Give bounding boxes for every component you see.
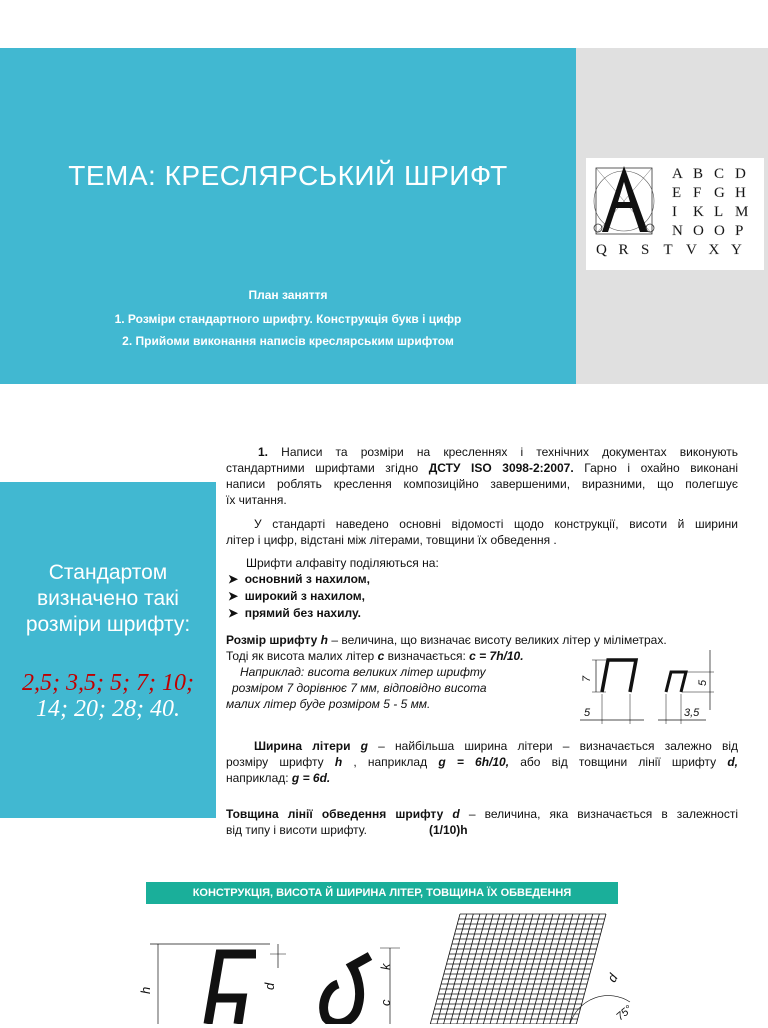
- alphabet-letter: N: [672, 223, 683, 239]
- construction-svg: [130, 906, 650, 1024]
- p1-text-a: Написи та розміри на кресленнях і технічних документах виконують: [268, 445, 738, 459]
- alphabet-letter: M: [735, 204, 749, 220]
- alphabet-letter: S: [641, 242, 650, 258]
- tovsh-label: Товщина лінії обведення шрифту: [226, 807, 453, 821]
- alphabet-image: [586, 158, 764, 270]
- construction-drawing: [130, 906, 650, 1024]
- alphabet-letter: B: [693, 166, 704, 182]
- tody-b: визначається:: [384, 649, 470, 663]
- alphabet-letter: C: [714, 166, 725, 182]
- p1-text-c: Гарно і охайно виконані: [573, 461, 738, 475]
- example-line-1: Наприклад: висота великих літер шрифту: [240, 665, 486, 679]
- alphabet-letter: O: [714, 223, 725, 239]
- dim-5-bottom: 5: [584, 707, 591, 719]
- sizes-red: 2,5; 3,5; 5; 7; 10;: [22, 670, 194, 696]
- paragraph-3: Шрифти алфавіту поділяються на:: [246, 556, 439, 570]
- plan-title: План заняття: [248, 288, 328, 302]
- bullet-1: ➤ основний з нахилом,: [228, 572, 370, 586]
- sizes-white: 14; 20; 28; 40.: [36, 696, 180, 722]
- tovsh-d: d: [452, 807, 460, 821]
- shyryna-f2: g = 6d.: [291, 771, 331, 785]
- shyryna-c: , наприклад: [342, 755, 439, 769]
- line-thickness-definition: [226, 806, 738, 838]
- p1-text-b: стандартними шрифтами згідно: [226, 461, 429, 475]
- alphabet-letter: K: [693, 204, 704, 220]
- slide-title: ТЕМА: КРЕСЛЯРСЬКИЙ ШРИФТ: [68, 160, 508, 191]
- rozmir-label: Розмір шрифту: [226, 633, 321, 647]
- shyryna-dd: d,: [727, 755, 739, 769]
- alphabet-letter: P: [735, 223, 744, 239]
- dimension-drawing: [578, 650, 724, 730]
- p1-text-e: їх читання.: [226, 493, 287, 507]
- bullet-2: ➤ широкий з нахилом,: [228, 589, 365, 603]
- tody-c: c: [377, 649, 385, 663]
- alphabet-letter: Y: [731, 242, 742, 258]
- font-size-definition: [226, 632, 738, 648]
- shyryna-d: або від товщини лінії шрифту: [509, 755, 728, 769]
- dim-3-5: 3,5: [684, 707, 700, 719]
- p2-text-a: У стандарті наведено основні відомості щодо конструкції, висоти й ширини: [254, 517, 738, 531]
- plan-item-2: 2. Прийоми виконання написів креслярським шрифтом: [122, 334, 454, 348]
- rozmir-h: h: [320, 633, 328, 647]
- dim-7: 7: [581, 675, 593, 682]
- shyryna-h: h: [334, 755, 343, 769]
- alphabet-letter: V: [686, 242, 697, 258]
- alphabet-letter: H: [735, 185, 746, 201]
- alphabet-letter: I: [672, 204, 677, 220]
- p1-standard: ДСТУ ISO 3098-2:2007.: [428, 461, 574, 475]
- bullet-1-text: основний з нахилом,: [244, 572, 370, 586]
- shyryna-label: Ширина літери: [254, 739, 361, 753]
- letter-width-definition: [226, 738, 738, 786]
- bullet-2-text: широкий з нахилом,: [244, 589, 365, 603]
- tody-a: Тоді як висота малих літер: [226, 649, 378, 663]
- p1-text-d: написи роблять креслення композиційно завершеними, виразними, що полегшує: [226, 477, 738, 491]
- lowercase-height: [226, 648, 586, 712]
- alphabet-letter: G: [714, 185, 725, 201]
- alphabet-letter: E: [672, 185, 682, 201]
- alphabet-letter: D: [735, 166, 746, 182]
- alphabet-letter: Q: [596, 242, 607, 258]
- alphabet-letter: L: [714, 204, 724, 220]
- shyryna-e: наприклад:: [226, 771, 292, 785]
- letter-dimension-figure: [578, 650, 724, 730]
- alphabet-letter: X: [708, 242, 720, 258]
- tovsh-b: від типу і висоти шрифту.: [226, 823, 367, 837]
- paragraph-1: [226, 444, 738, 508]
- shyryna-f1: g = 6h/10,: [438, 755, 510, 769]
- paragraph-2: [226, 516, 738, 548]
- bullet-3-text: прямий без нахилу.: [244, 606, 361, 620]
- alphabet-letter: O: [693, 223, 704, 239]
- p1-number: 1.: [258, 445, 269, 459]
- alphabet-letter: F: [693, 185, 702, 201]
- label-c: c: [378, 999, 393, 1006]
- rozmir-rest: – величина, що визначає висоту великих літер у міліметрах.: [328, 633, 667, 647]
- construction-heading: КОНСТРУКЦІЯ, ВИСОТА Й ШИРИНА ЛІТЕР, ТОВЩИНА ЇХ ОБВЕДЕННЯ: [146, 882, 618, 904]
- label-d1: d: [262, 982, 277, 990]
- plan-item-1: 1. Розміри стандартного шрифту. Конструкція букв і цифр: [114, 312, 462, 326]
- label-angle: 75°: [614, 1003, 635, 1024]
- tovsh-a: – величина, яка визначається в залежності: [459, 807, 739, 821]
- label-d2: d: [604, 970, 621, 985]
- dim-5-right: 5: [697, 679, 709, 686]
- alphabet-letter: A: [672, 166, 683, 182]
- p2-text-b: літер і цифр, відстані між літерами, товщини їх обведення .: [226, 533, 557, 547]
- bullet-3: ➤ прямий без нахилу.: [228, 606, 361, 620]
- alphabet-letter: R: [618, 242, 629, 258]
- alphabet-letter: T: [663, 242, 673, 258]
- sizes-heading: Стандартом визначено такі розміри шрифту:: [25, 561, 191, 636]
- shyryna-b: розміру шрифту: [226, 755, 335, 769]
- tovsh-frac: (1/10)h: [428, 823, 468, 837]
- sizes-panel: [0, 482, 216, 818]
- tody-formula: c = 7h/10.: [469, 649, 524, 663]
- shyryna-a: – найбільша ширина літери – визначається залежно від: [368, 739, 738, 753]
- label-k: k: [378, 963, 393, 970]
- shyryna-g: g: [360, 739, 368, 753]
- example-line-3: малих літер буде розміром 5 - 5 мм.: [226, 697, 431, 711]
- alphabet-illustration: [586, 158, 764, 270]
- label-h: h: [138, 986, 153, 994]
- example-line-2: розміром 7 дорівнює 7 мм, відповідно висота: [232, 681, 487, 695]
